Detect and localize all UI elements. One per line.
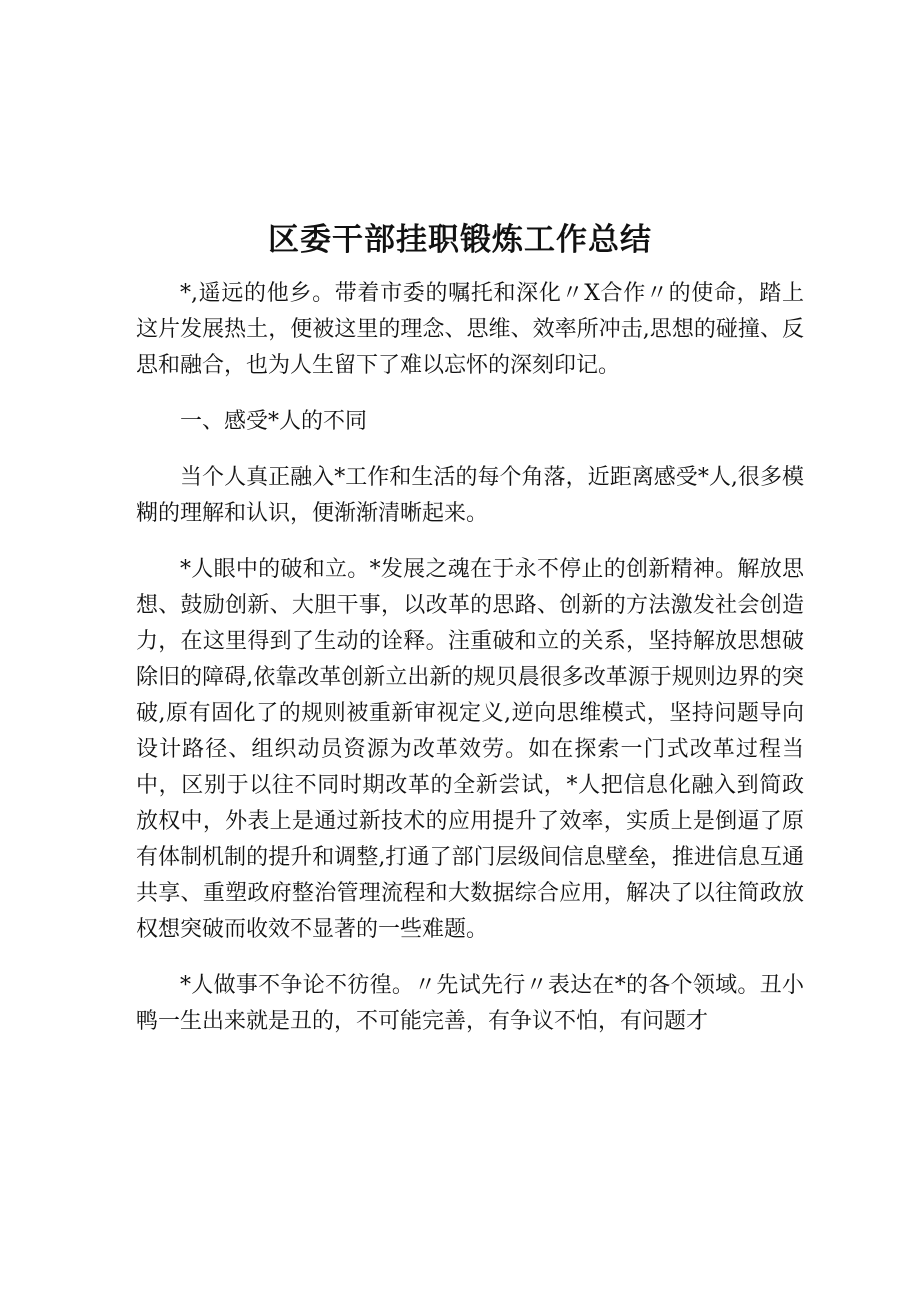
paragraph-intro: *,遥远的他乡。带着市委的嘱托和深化〃X合作〃的使命，踏上这片发展热土，便被这里的理念、思维、效率所冲击,思想的碰撞、反思和融合，也为人生留下了难以忘怀的深刻印记。 — [136, 281, 804, 378]
document-body — [136, 276, 804, 1040]
section-heading: 一、感受*人的不同 — [180, 409, 368, 434]
paragraph-no-debate: *人做事不争论不彷徨。〃先试先行〃表达在*的各个领域。丑小鸭一生出来就是丑的，不可能完善，有争议不怕，有问题才 — [136, 973, 804, 1034]
paragraph-break-and-build: *人眼中的破和立。*发展之魂在于永不停止的创新精神。解放思想、鼓励创新、大胆干事，以改革的思路、创新的方法激发社会创造力，在这里得到了生动的诠释。注重破和立的关系，坚持解放思想破除旧的障碍,依靠改革创新立出新的规贝晨很多改革源于规则边界的突破,原有固化了的规则被重新审视定义,逆向思维模式，坚持问题导向设计路径、组织动员资源为改革效劳。如在探索一门式改革过程当中，区别于以往不同时期改革的全新尝试，*人把信息化融入到简政放权中，外表上是通过新技术的应用提升了效率，实质上是倒逼了原有体制机制的提升和调整,打通了部门层级间信息壁垒，推进信息互通共享、重塑政府整治管理流程和大数据综合应用，解决了以往简政放权想突破而收效不显著的一些难题。 — [136, 557, 804, 942]
document-title: 区委干部挂职锻炼工作总结 — [268, 222, 652, 258]
paragraph-feel: 当个人真正融入*工作和生活的每个角落，近距离感受*人,很多模糊的理解和认识，便渐渐清晰起来。 — [136, 465, 804, 526]
